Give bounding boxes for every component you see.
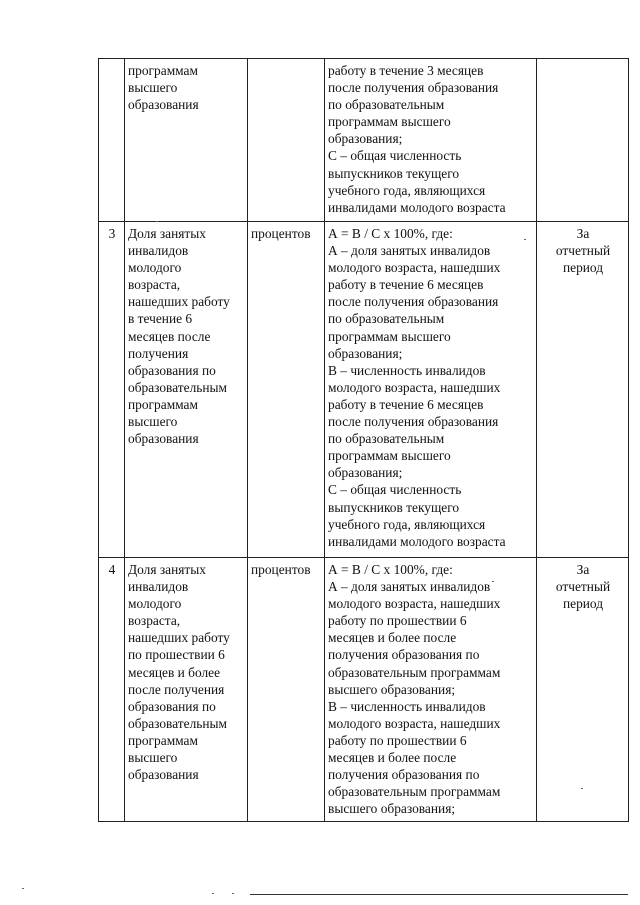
reporting-period — [537, 59, 629, 222]
text-line: образования; — [328, 345, 403, 361]
scan-speck — [581, 788, 583, 789]
text-line: образования по — [128, 698, 216, 714]
text-line: программам высшего — [328, 114, 451, 130]
row-number — [99, 59, 125, 222]
indicator-name — [125, 222, 248, 558]
text-line: работу по прошествии 6 — [328, 732, 467, 748]
text-line: работу в течение 3 месяцев — [328, 63, 484, 78]
text-line: работу по прошествии 6 — [328, 613, 467, 629]
text-line: За — [576, 226, 590, 241]
indicator-name — [125, 59, 248, 222]
text-line: высшего образования; — [328, 681, 456, 697]
table-row — [99, 558, 629, 822]
row-number: 3 — [99, 222, 125, 558]
text-line: после получения образования — [328, 294, 499, 310]
text-line: месяцев и более после — [328, 630, 457, 646]
text-line: по прошествии 6 — [128, 647, 225, 663]
unit-of-measure: процентов — [248, 222, 325, 558]
text-line: Доля занятых — [128, 226, 206, 241]
scan-speck — [212, 893, 214, 894]
text-line: В – численность инвалидов — [328, 362, 486, 378]
scan-speck — [492, 581, 494, 582]
text-line: С – общая численность — [328, 148, 462, 164]
text-line: молодого — [128, 596, 182, 612]
text-line: молодого возраста, нашедших — [328, 379, 501, 395]
text-line: инвалидов — [128, 243, 189, 259]
text-line: молодого — [128, 260, 182, 276]
text-line: молодого возраста, нашедших — [328, 715, 501, 731]
text-line: высшего образования; — [328, 801, 456, 817]
text-line: программам — [128, 63, 198, 78]
text-line: образовательным программам — [328, 664, 501, 680]
calculation-formula — [325, 59, 537, 222]
text-line: В – численность инвалидов — [328, 698, 486, 714]
text-line: инвалидами молодого возраста — [328, 199, 506, 215]
text-line: инвалидов — [128, 579, 189, 595]
text-line: молодого возраста, нашедших — [328, 596, 501, 612]
text-line: получения образования по — [328, 647, 480, 663]
text-line: отчетный — [555, 243, 611, 259]
text-line: период — [562, 260, 604, 276]
calculation-formula — [325, 222, 537, 558]
table-row — [99, 59, 629, 222]
text-line: после получения — [128, 681, 225, 697]
scan-speck — [22, 888, 24, 889]
text-line: работу в течение 6 месяцев — [328, 277, 484, 293]
table-row — [99, 222, 629, 558]
text-line: выпускников текущего — [328, 499, 460, 515]
text-line: молодого возраста, нашедших — [328, 260, 501, 276]
text-line: месяцев и более — [128, 664, 221, 680]
unit-of-measure: процентов — [248, 558, 325, 822]
text-line: А = В / С х 100%, где: — [328, 226, 453, 241]
reporting-period — [537, 222, 629, 558]
text-line: образовательным программам — [328, 784, 501, 800]
text-line: месяцев и более после — [328, 750, 457, 766]
text-line: Доля занятых — [128, 562, 206, 577]
reporting-period — [537, 558, 629, 822]
page-bottom-rule — [250, 894, 628, 895]
indicators-table — [98, 58, 629, 822]
text-line: образования по — [128, 362, 216, 378]
text-line: после получения образования — [328, 80, 499, 96]
text-line: нашедших работу — [128, 630, 230, 646]
row-number: 4 — [99, 558, 125, 822]
text-line: С – общая численность — [328, 482, 462, 498]
text-line: после получения образования — [328, 414, 499, 430]
scan-speck — [156, 221, 158, 222]
text-line: образовательным — [128, 379, 228, 395]
text-line: образования — [128, 431, 199, 447]
text-line: высшего — [128, 414, 178, 430]
text-line: программам высшего — [328, 328, 451, 344]
scan-speck — [232, 893, 234, 894]
text-line: А – доля занятых инвалидов — [328, 579, 491, 595]
text-line: учебного года, являющихся — [328, 516, 486, 532]
indicator-name — [125, 558, 248, 822]
text-line: инвалидами молодого возраста — [328, 533, 506, 549]
text-line: в течение 6 — [128, 311, 193, 327]
text-line: образования; — [328, 131, 403, 147]
text-line: по образовательным — [328, 97, 445, 113]
text-line: возраста, — [128, 277, 181, 293]
text-line: получения образования по — [328, 767, 480, 783]
text-line: высшего — [128, 80, 178, 96]
text-line: программам — [128, 396, 198, 412]
text-line: программам высшего — [328, 448, 451, 464]
text-line: работу в течение 6 месяцев — [328, 396, 484, 412]
text-line: получения — [128, 345, 189, 361]
text-line: А = В / С х 100%, где: — [328, 562, 453, 577]
unit-of-measure — [248, 59, 325, 222]
text-line: по образовательным — [328, 431, 445, 447]
text-line: учебного года, являющихся — [328, 182, 486, 198]
text-line: образования — [128, 97, 199, 113]
text-line: высшего — [128, 750, 178, 766]
text-line: программам — [128, 732, 198, 748]
text-line: отчетный — [555, 579, 611, 595]
text-line: месяцев после — [128, 328, 211, 344]
text-line: А – доля занятых инвалидов — [328, 243, 491, 259]
text-line: нашедших работу — [128, 294, 230, 310]
text-line: период — [562, 596, 604, 612]
scan-speck — [524, 239, 526, 240]
text-line: образования — [128, 767, 199, 783]
text-line: образования; — [328, 465, 403, 481]
calculation-formula — [325, 558, 537, 822]
text-line: За — [576, 562, 590, 577]
text-line: по образовательным — [328, 311, 445, 327]
text-line: образовательным — [128, 715, 228, 731]
text-line: выпускников текущего — [328, 165, 460, 181]
text-line: возраста, — [128, 613, 181, 629]
